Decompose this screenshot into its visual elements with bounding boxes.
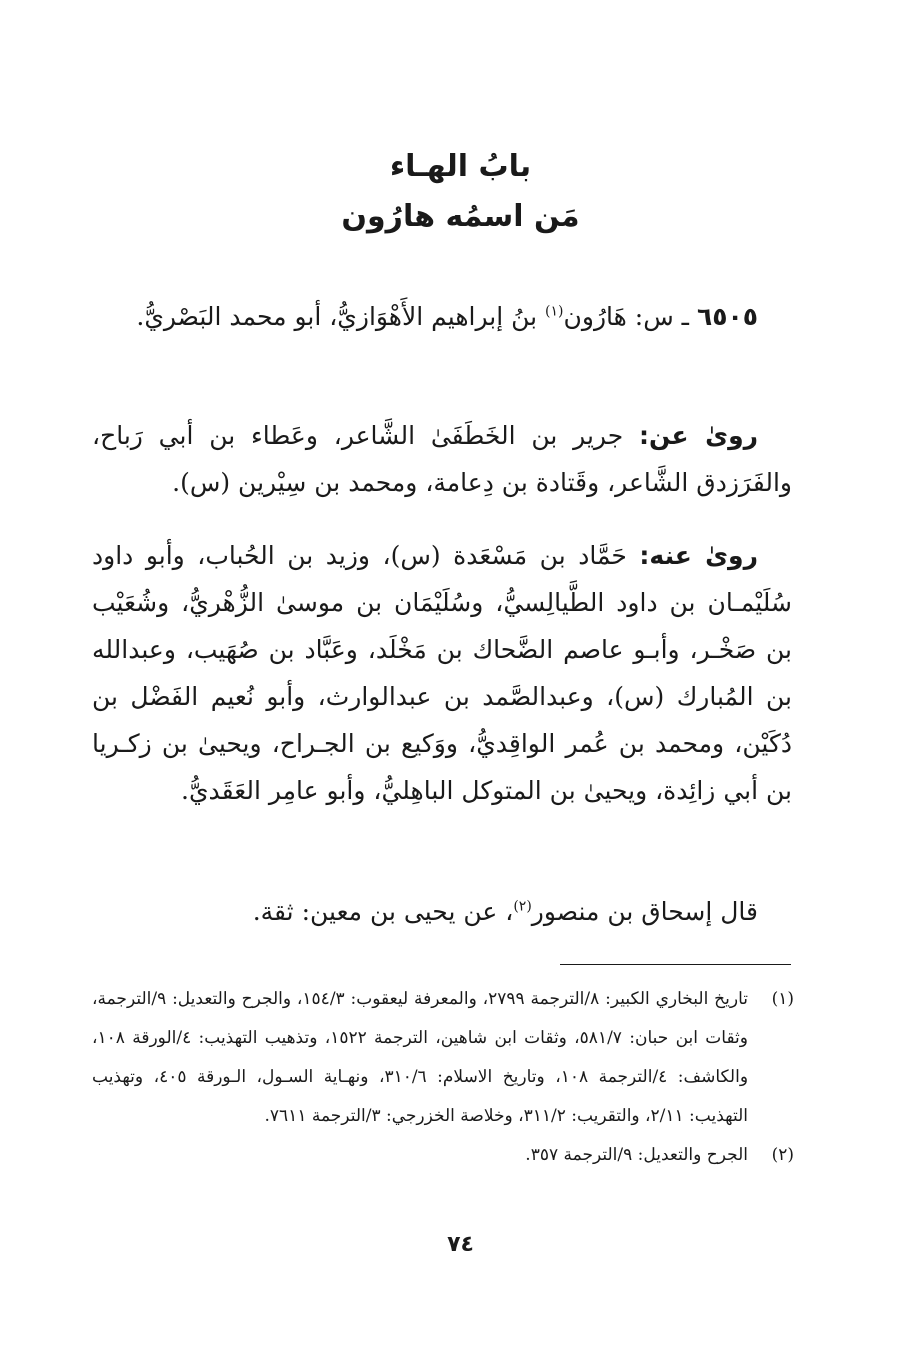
footnote-1-number: (١) (771, 989, 794, 1009)
footnote-2 (92, 1136, 798, 1175)
verdict-before: قال إسحاق بن منصور (531, 897, 758, 926)
footnotes (92, 980, 798, 1175)
verdict-paragraph (92, 888, 792, 935)
footnote-separator (560, 964, 791, 965)
entry-rest: بنُ إبراهيم الأَهْوَازيُّ، أبو محمد البَصْريُّ. (136, 302, 538, 331)
narrated-from-paragraph (92, 412, 792, 506)
entry-name: هَارُون (563, 302, 627, 331)
chapter-heading: بابُ الهـاء (389, 149, 532, 184)
verdict-after: ، عن يحيى بن معين: ثقة. (252, 897, 514, 926)
section-heading: مَن اسمُه هارُون (341, 199, 580, 234)
narrators-label: روىٰ عنه: (639, 541, 758, 570)
footnote-1 (92, 980, 798, 1136)
page-number: ٧٤ (447, 1232, 474, 1257)
narrated-from-label: روىٰ عن: (639, 421, 758, 450)
entry-paragraph (92, 293, 792, 340)
footnote-2-number: (٢) (771, 1145, 794, 1165)
narrators-text: حَمَّاد بن مَسْعَدة (س)، وزيد بن الحُباب، وأبو داود سُلَيْمـان بن داود الطَّيالِسيُّ، وسُلَيْمَان بن موسىٰ الزُّهْريُّ، وشُعَيْب بن صَخْـر، وأبـو عاصم الضَّحاك بن مَخْلَد، وعَبَّاد بن صُهَيب، وعبدالله بن المُبارك (س)، وعبدالصَّمد بن عبدالوارث، وأبو نُعيم الفَضْل بن دُكَيْن، ومحمد بن عُمر الواقِديُّ، ووَكيع بن الجـراح، ويحيىٰ بن زكـريا بن أبي زائِدة، ويحيىٰ بن المتوكل الباهِليُّ، وأبو عامِر العَقَديُّ. (92, 541, 792, 805)
entry-number: ٦٥٠٥ (696, 302, 758, 331)
footnote-marker-2[interactable]: (٢) (513, 898, 532, 915)
narrators-paragraph (92, 532, 792, 814)
narrated-from-text: جرير بن الخَطَفَىٰ الشَّاعر، وعَطاء بن أبي رَباح، والفَرَزدق الشَّاعر، وقَتادة بن دِعامة، ومحمد بن سِيْرين (س). (92, 421, 792, 497)
footnote-2-text: الجرح والتعديل: ٩/الترجمة ٣٥٧. (525, 1145, 748, 1165)
footnote-1-text: تاريخ البخاري الكبير: ٨/الترجمة ٢٧٩٩، والمعرفة ليعقوب: ١٥٤/٣، والجرح والتعديل: ٩/الترجمة، وثقات ابن حبان: ٥٨١/٧، وثقات ابن شاهين، الترجمة ١٥٢٢، وتذهيب التهذيب: ٤/الورقة ١٠٨، والكاشف: ٤/الترجمة ١٠٨، وتاريخ الاسلام: ٣١٠/٦، ونهـاية السـول، الـورقة ٤٠٥، وتهذيب التهذيب: ٢/١١، والتقريب: ٣١١/٢، وخلاصة الخزرجي: ٣/الترجمة ٧٦١١. (92, 989, 749, 1126)
footnote-marker-1[interactable]: (١) (545, 303, 564, 320)
entry-code: ـ س: (634, 302, 689, 331)
